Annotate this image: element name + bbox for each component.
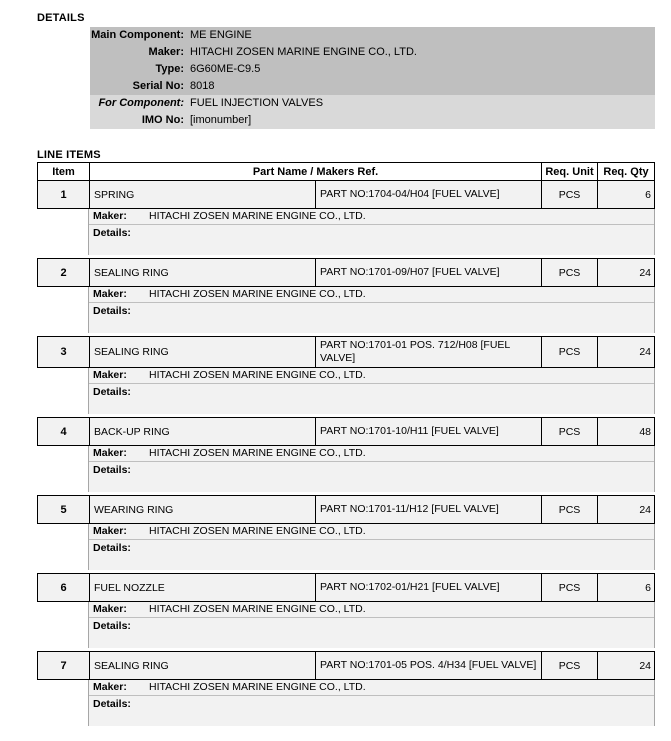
makers-ref-cell: PART NO:1701-11/H12 [FUEL VALVE] bbox=[315, 496, 541, 523]
details-empty-space bbox=[89, 478, 654, 492]
details-row bbox=[89, 225, 654, 241]
req-qty-cell: 24 bbox=[597, 496, 654, 523]
table-row bbox=[37, 258, 655, 287]
details-value: ME ENGINE bbox=[190, 29, 252, 41]
details-row bbox=[89, 540, 654, 556]
details-empty-space bbox=[89, 319, 654, 333]
maker-row bbox=[89, 446, 654, 462]
line-item-block bbox=[37, 573, 655, 652]
details-label: Main Component: bbox=[91, 29, 184, 41]
details-label: Details: bbox=[93, 541, 131, 554]
details-heading: DETAILS bbox=[37, 12, 85, 24]
maker-value: HITACHI ZOSEN MARINE ENGINE CO., LTD. bbox=[149, 210, 366, 222]
part-name-cell: FUEL NOZZLE bbox=[89, 574, 315, 601]
req-unit-cell: PCS bbox=[541, 181, 597, 208]
req-qty-cell: 6 bbox=[597, 574, 654, 601]
item-number-cell: 2 bbox=[60, 266, 67, 279]
item-number-cell: 6 bbox=[60, 581, 67, 594]
req-qty-cell: 24 bbox=[597, 652, 654, 679]
item-sub-region bbox=[88, 287, 655, 333]
details-row bbox=[89, 696, 654, 712]
block-gap bbox=[37, 726, 655, 730]
maker-label: Maker: bbox=[93, 210, 127, 222]
details-label: Details: bbox=[93, 304, 131, 317]
part-name-cell: SEALING RING bbox=[89, 652, 315, 679]
makers-ref-cell: PART NO:1701-09/H07 [FUEL VALVE] bbox=[315, 259, 541, 286]
line-items-table bbox=[37, 162, 655, 730]
maker-label: Maker: bbox=[93, 447, 127, 459]
details-row-imo-no bbox=[90, 112, 655, 129]
table-row bbox=[37, 336, 655, 368]
req-qty-cell: 24 bbox=[597, 259, 654, 286]
details-label: Details: bbox=[93, 385, 131, 398]
part-name-cell: SEALING RING bbox=[89, 259, 315, 286]
details-label: Details: bbox=[93, 463, 131, 476]
req-qty-cell: 48 bbox=[597, 418, 654, 445]
maker-row bbox=[89, 368, 654, 384]
makers-ref-cell: PART NO:1701-05 POS. 4/H34 [FUEL VALVE] bbox=[315, 652, 541, 679]
details-label: Details: bbox=[93, 226, 131, 239]
table-row bbox=[37, 180, 655, 209]
details-value: [imonumber] bbox=[190, 114, 252, 126]
item-number-cell: 1 bbox=[60, 188, 67, 201]
maker-row bbox=[89, 680, 654, 696]
maker-value: HITACHI ZOSEN MARINE ENGINE CO., LTD. bbox=[149, 525, 366, 537]
maker-label: Maker: bbox=[93, 288, 127, 300]
item-number-cell: 7 bbox=[60, 659, 67, 672]
details-empty-space bbox=[89, 400, 654, 414]
details-row-serial-no bbox=[90, 78, 655, 95]
details-value: 8018 bbox=[190, 80, 215, 92]
details-value: HITACHI ZOSEN MARINE ENGINE CO., LTD. bbox=[190, 46, 417, 58]
makers-ref-cell: PART NO:1702-01/H21 [FUEL VALVE] bbox=[315, 574, 541, 601]
makers-ref-cell: PART NO:1701-01 POS. 712/H08 [FUEL VALVE] bbox=[315, 337, 541, 367]
maker-label: Maker: bbox=[93, 603, 127, 615]
maker-value: HITACHI ZOSEN MARINE ENGINE CO., LTD. bbox=[149, 369, 366, 381]
header-req-unit: Req. Unit bbox=[541, 163, 597, 180]
line-items-body bbox=[37, 180, 655, 730]
maker-row bbox=[89, 209, 654, 225]
details-empty-space bbox=[89, 634, 654, 648]
req-unit-cell: PCS bbox=[541, 259, 597, 286]
item-number-cell: 5 bbox=[60, 503, 67, 516]
maker-row bbox=[89, 524, 654, 540]
details-row-main-component bbox=[90, 27, 655, 44]
makers-ref-cell: PART NO:1704-04/H04 [FUEL VALVE] bbox=[315, 181, 541, 208]
details-label: Maker: bbox=[148, 46, 184, 58]
details-empty-space bbox=[89, 241, 654, 255]
table-row bbox=[37, 417, 655, 446]
maker-row bbox=[89, 287, 654, 303]
details-empty-space bbox=[89, 556, 654, 570]
table-row bbox=[37, 573, 655, 602]
details-row bbox=[89, 384, 654, 400]
item-number-cell: 3 bbox=[60, 346, 67, 358]
details-row-type bbox=[90, 61, 655, 78]
details-empty-space bbox=[89, 712, 654, 726]
details-row bbox=[89, 303, 654, 319]
part-name-cell: WEARING RING bbox=[89, 496, 315, 523]
line-item-block bbox=[37, 417, 655, 496]
req-unit-cell: PCS bbox=[541, 418, 597, 445]
item-number-cell: 4 bbox=[60, 425, 67, 438]
maker-value: HITACHI ZOSEN MARINE ENGINE CO., LTD. bbox=[149, 603, 366, 615]
req-unit-cell: PCS bbox=[541, 337, 597, 367]
maker-row bbox=[89, 602, 654, 618]
req-unit-cell: PCS bbox=[541, 652, 597, 679]
makers-ref-cell: PART NO:1701-10/H11 [FUEL VALVE] bbox=[315, 418, 541, 445]
details-row-for-component bbox=[90, 95, 655, 112]
details-row-maker bbox=[90, 44, 655, 61]
details-value: 6G60ME-C9.5 bbox=[190, 63, 261, 75]
item-sub-region bbox=[88, 524, 655, 570]
item-sub-region bbox=[88, 446, 655, 492]
details-value: FUEL INJECTION VALVES bbox=[190, 97, 324, 109]
item-sub-region bbox=[88, 680, 655, 726]
details-row bbox=[89, 462, 654, 478]
details-row bbox=[89, 618, 654, 634]
table-header-row bbox=[37, 162, 655, 181]
header-req-qty: Req. Qty bbox=[597, 163, 654, 180]
line-item-block bbox=[37, 180, 655, 259]
header-item: Item bbox=[52, 165, 75, 178]
part-name-cell: SEALING RING bbox=[89, 337, 315, 367]
part-name-cell: BACK-UP RING bbox=[89, 418, 315, 445]
maker-value: HITACHI ZOSEN MARINE ENGINE CO., LTD. bbox=[149, 447, 366, 459]
item-sub-region bbox=[88, 368, 655, 414]
maker-label: Maker: bbox=[93, 369, 127, 381]
line-item-block bbox=[37, 258, 655, 337]
req-qty-cell: 6 bbox=[597, 181, 654, 208]
line-item-block bbox=[37, 495, 655, 574]
maker-label: Maker: bbox=[93, 681, 127, 693]
details-label: Details: bbox=[93, 697, 131, 710]
header-part-name: Part Name / Makers Ref. bbox=[89, 163, 541, 180]
maker-value: HITACHI ZOSEN MARINE ENGINE CO., LTD. bbox=[149, 681, 366, 693]
details-label: Type: bbox=[155, 63, 184, 75]
part-name-cell: SPRING bbox=[89, 181, 315, 208]
item-sub-region bbox=[88, 602, 655, 648]
details-block bbox=[90, 27, 655, 129]
details-label: Details: bbox=[93, 619, 131, 632]
req-unit-cell: PCS bbox=[541, 574, 597, 601]
table-row bbox=[37, 651, 655, 680]
line-item-block bbox=[37, 336, 655, 418]
details-label: Serial No: bbox=[132, 80, 184, 92]
req-unit-cell: PCS bbox=[541, 496, 597, 523]
line-items-heading: LINE ITEMS bbox=[37, 149, 101, 161]
details-label: For Component: bbox=[98, 97, 184, 109]
line-item-block bbox=[37, 651, 655, 730]
item-sub-region bbox=[88, 209, 655, 255]
table-row bbox=[37, 495, 655, 524]
maker-value: HITACHI ZOSEN MARINE ENGINE CO., LTD. bbox=[149, 288, 366, 300]
req-qty-cell: 24 bbox=[597, 337, 654, 367]
maker-label: Maker: bbox=[93, 525, 127, 537]
details-label: IMO No: bbox=[141, 114, 184, 126]
